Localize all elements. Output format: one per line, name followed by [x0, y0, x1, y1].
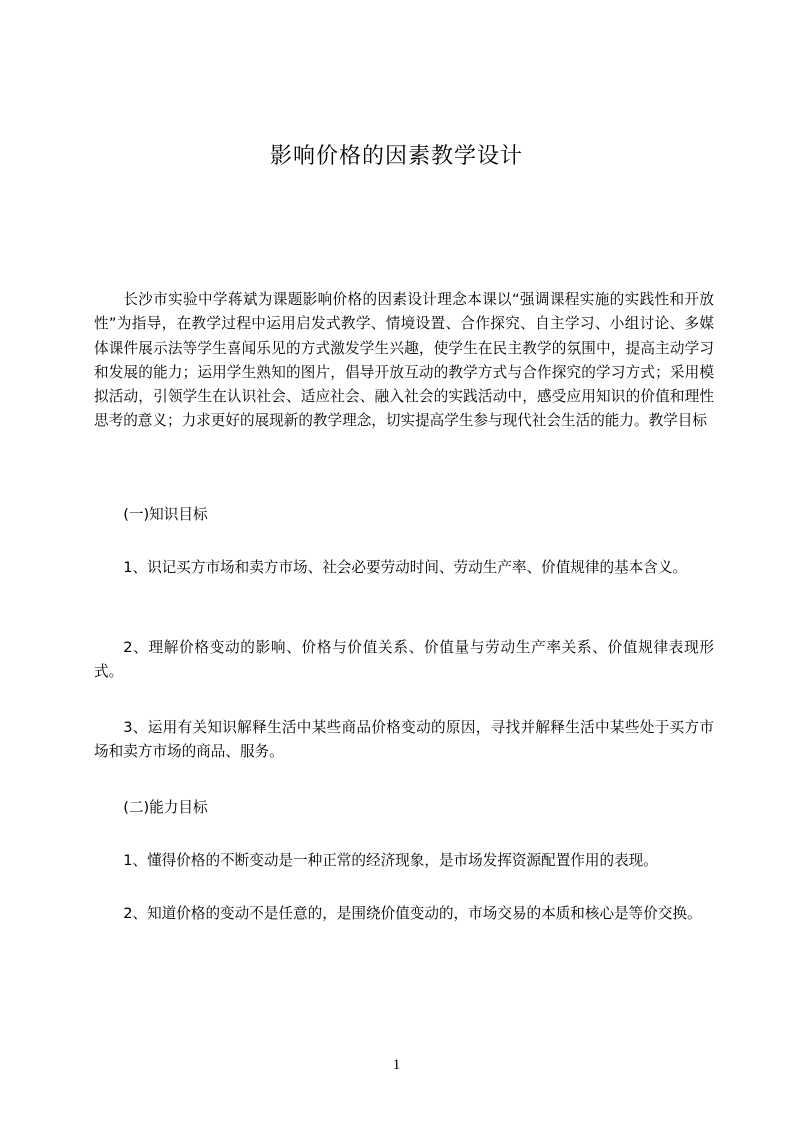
intro-paragraph: 长沙市实验中学蒋斌为课题影响价格的因素设计理念本课以“强调课程实施的实践性和开放性”为指导，在教学过程中运用启发式教学、情境设置、合作探究、自主学习、小组讨论、多媒体课件展示法等学生喜闻乐见的方式激发学生兴趣，使学生在民主教学的氛围中，提高主动学习和发展的能力；运用学生熟知的图片，倡导开放互动的教学方式与合作探究的学习方式；采用模拟活动，引领学生在认识社会、适应社会、融入社会的实践活动中，感受应用知识的价值和理性思考的意义；力求更好的展现新的教学理念，切实提高学生参与现代社会生活的能力。教学目标	[94, 291, 714, 430]
ability-goal-item-1: 1、懂得价格的不断变动是一种正常的经济现象，是市场发挥资源配置作用的表现。	[123, 852, 658, 869]
document-title: 影响价格的因素教学设计	[269, 144, 523, 169]
ability-goal-item-2: 2、知道价格的变动不是任意的，是围绕价值变动的，市场交易的本质和核心是等价交换。	[123, 905, 702, 922]
page-number: 1	[392, 1057, 401, 1073]
knowledge-goal-item-3: 3、运用有关知识解释生活中某些商品价格变动的原因，寻找并解释生活中某些处于买方市场和卖方市场的商品、服务。	[94, 719, 714, 761]
knowledge-goal-item-2: 2、理解价格变动的影响、价格与价值关系、价值量与劳动生产率关系、价值规律表现形式。	[94, 639, 714, 681]
ability-goals-heading: (二)能力目标	[123, 799, 208, 816]
knowledge-goal-item-1: 1、识记买方市场和卖方市场、社会必要劳动时间、劳动生产率、价值规律的基本含义。	[123, 559, 688, 576]
knowledge-goals-heading: (一)知识目标	[123, 506, 208, 523]
